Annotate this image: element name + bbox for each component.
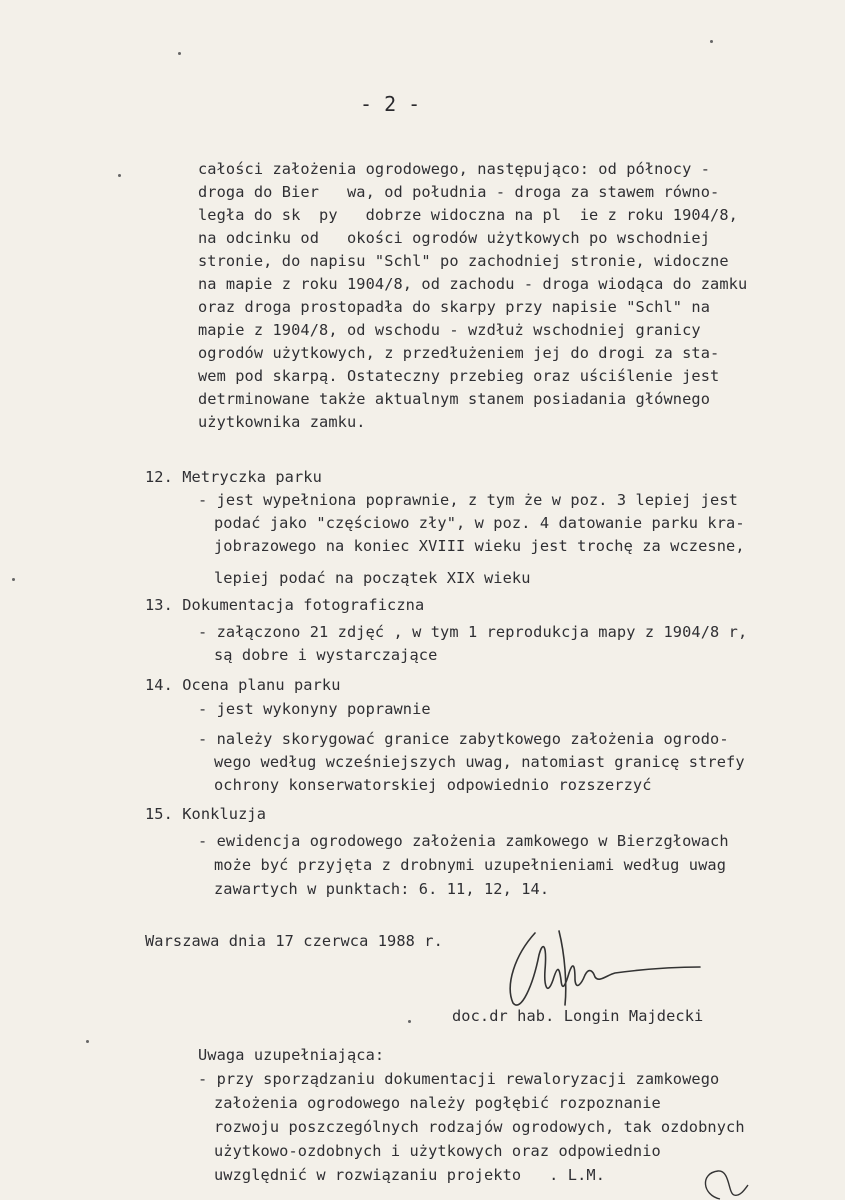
paper-speck: [710, 40, 713, 43]
text-line: zawartych w punktach: 6. 11, 12, 14.: [214, 880, 550, 898]
text-line: ogrodów użytkowych, z przedłużeniem jej do drogi za sta-: [198, 344, 720, 362]
section-heading: 14. Ocena planu parku: [145, 676, 341, 694]
text-line: droga do Bier wa, od południa - droga za stawem równo-: [198, 183, 720, 201]
text-line: mapie z 1904/8, od wschodu - wzdłuż wschodniej granicy: [198, 321, 701, 339]
text-line: podać jako "częściowo zły", w poz. 4 datowanie parku kra-: [214, 514, 745, 532]
text-line: - należy skorygować granice zabytkowego założenia ogrodo-: [198, 730, 729, 748]
text-line: wego według wcześniejszych uwag, natomiast granicę strefy: [214, 753, 745, 771]
text-line: użytkownika zamku.: [198, 413, 366, 431]
paper-speck: [408, 1020, 411, 1023]
date-line: Warszawa dnia 17 czerwca 1988 r.: [145, 932, 443, 950]
text-line: są dobre i wystarczające: [214, 646, 438, 664]
section-heading: 13. Dokumentacja fotograficzna: [145, 596, 425, 614]
text-line: uwzględnić w rozwiązaniu projekto . L.M.: [214, 1166, 605, 1184]
text-line: stronie, do napisu "Schl" po zachodniej stronie, widoczne: [198, 252, 729, 270]
text-line: detrminowane także aktualnym stanem posiadania głównego: [198, 390, 711, 408]
handwritten-signature: [495, 925, 705, 1015]
text-line: - jest wykonyny poprawnie: [198, 700, 431, 718]
handwritten-initials: [690, 1165, 750, 1200]
text-line: lepiej podać na początek XIX wieku: [214, 569, 531, 587]
text-line: może być przyjęta z drobnymi uzupełnieniami według uwag: [214, 856, 727, 874]
text-line: - przy sporządzaniu dokumentacji rewaloryzacji zamkowego: [198, 1070, 720, 1088]
paper-speck: [118, 174, 121, 177]
text-line: - załączono 21 zdjęć , w tym 1 reprodukcja mapy z 1904/8 r,: [198, 623, 748, 641]
text-line: na odcinku od okości ogrodów użytkowych po wschodniej: [198, 229, 711, 247]
signatory-name: doc.dr hab. Longin Majdecki: [452, 1007, 704, 1025]
text-line: jobrazowego na koniec XVIII wieku jest trochę za wczesne,: [214, 537, 745, 555]
text-line: ochrony konserwatorskiej odpowiednio rozszerzyć: [214, 776, 652, 794]
text-line: całości założenia ogrodowego, następująco: od północy -: [198, 160, 711, 178]
note-heading: Uwaga uzupełniająca:: [198, 1046, 385, 1064]
text-line: założenia ogrodowego należy pogłębić rozpoznanie: [214, 1094, 661, 1112]
text-line: oraz droga prostopadła do skarpy przy napisie "Schl" na: [198, 298, 711, 316]
paper-speck: [12, 578, 15, 581]
text-line: użytkowo-ozdobnych i użytkowych oraz odpowiednio: [214, 1142, 661, 1160]
text-line: rozwoju poszczególnych rodzajów ogrodowych, tak ozdobnych: [214, 1118, 745, 1136]
section-heading: 15. Konkluzja: [145, 805, 267, 823]
page-number: - 2 -: [360, 92, 421, 116]
text-line: na mapie z roku 1904/8, od zachodu - droga wiodąca do zamku: [198, 275, 748, 293]
text-line: - jest wypełniona poprawnie, z tym że w poz. 3 lepiej jest: [198, 491, 738, 509]
text-line: - ewidencja ogrodowego założenia zamkowego w Bierzgłowach: [198, 832, 729, 850]
text-line: legła do sk py dobrze widoczna na pl ie z roku 1904/8,: [198, 206, 738, 224]
section-heading: 12. Metryczka parku: [145, 468, 322, 486]
paper-speck: [178, 52, 181, 55]
text-line: wem pod skarpą. Ostateczny przebieg oraz uściślenie jest: [198, 367, 720, 385]
paper-speck: [86, 1040, 89, 1043]
